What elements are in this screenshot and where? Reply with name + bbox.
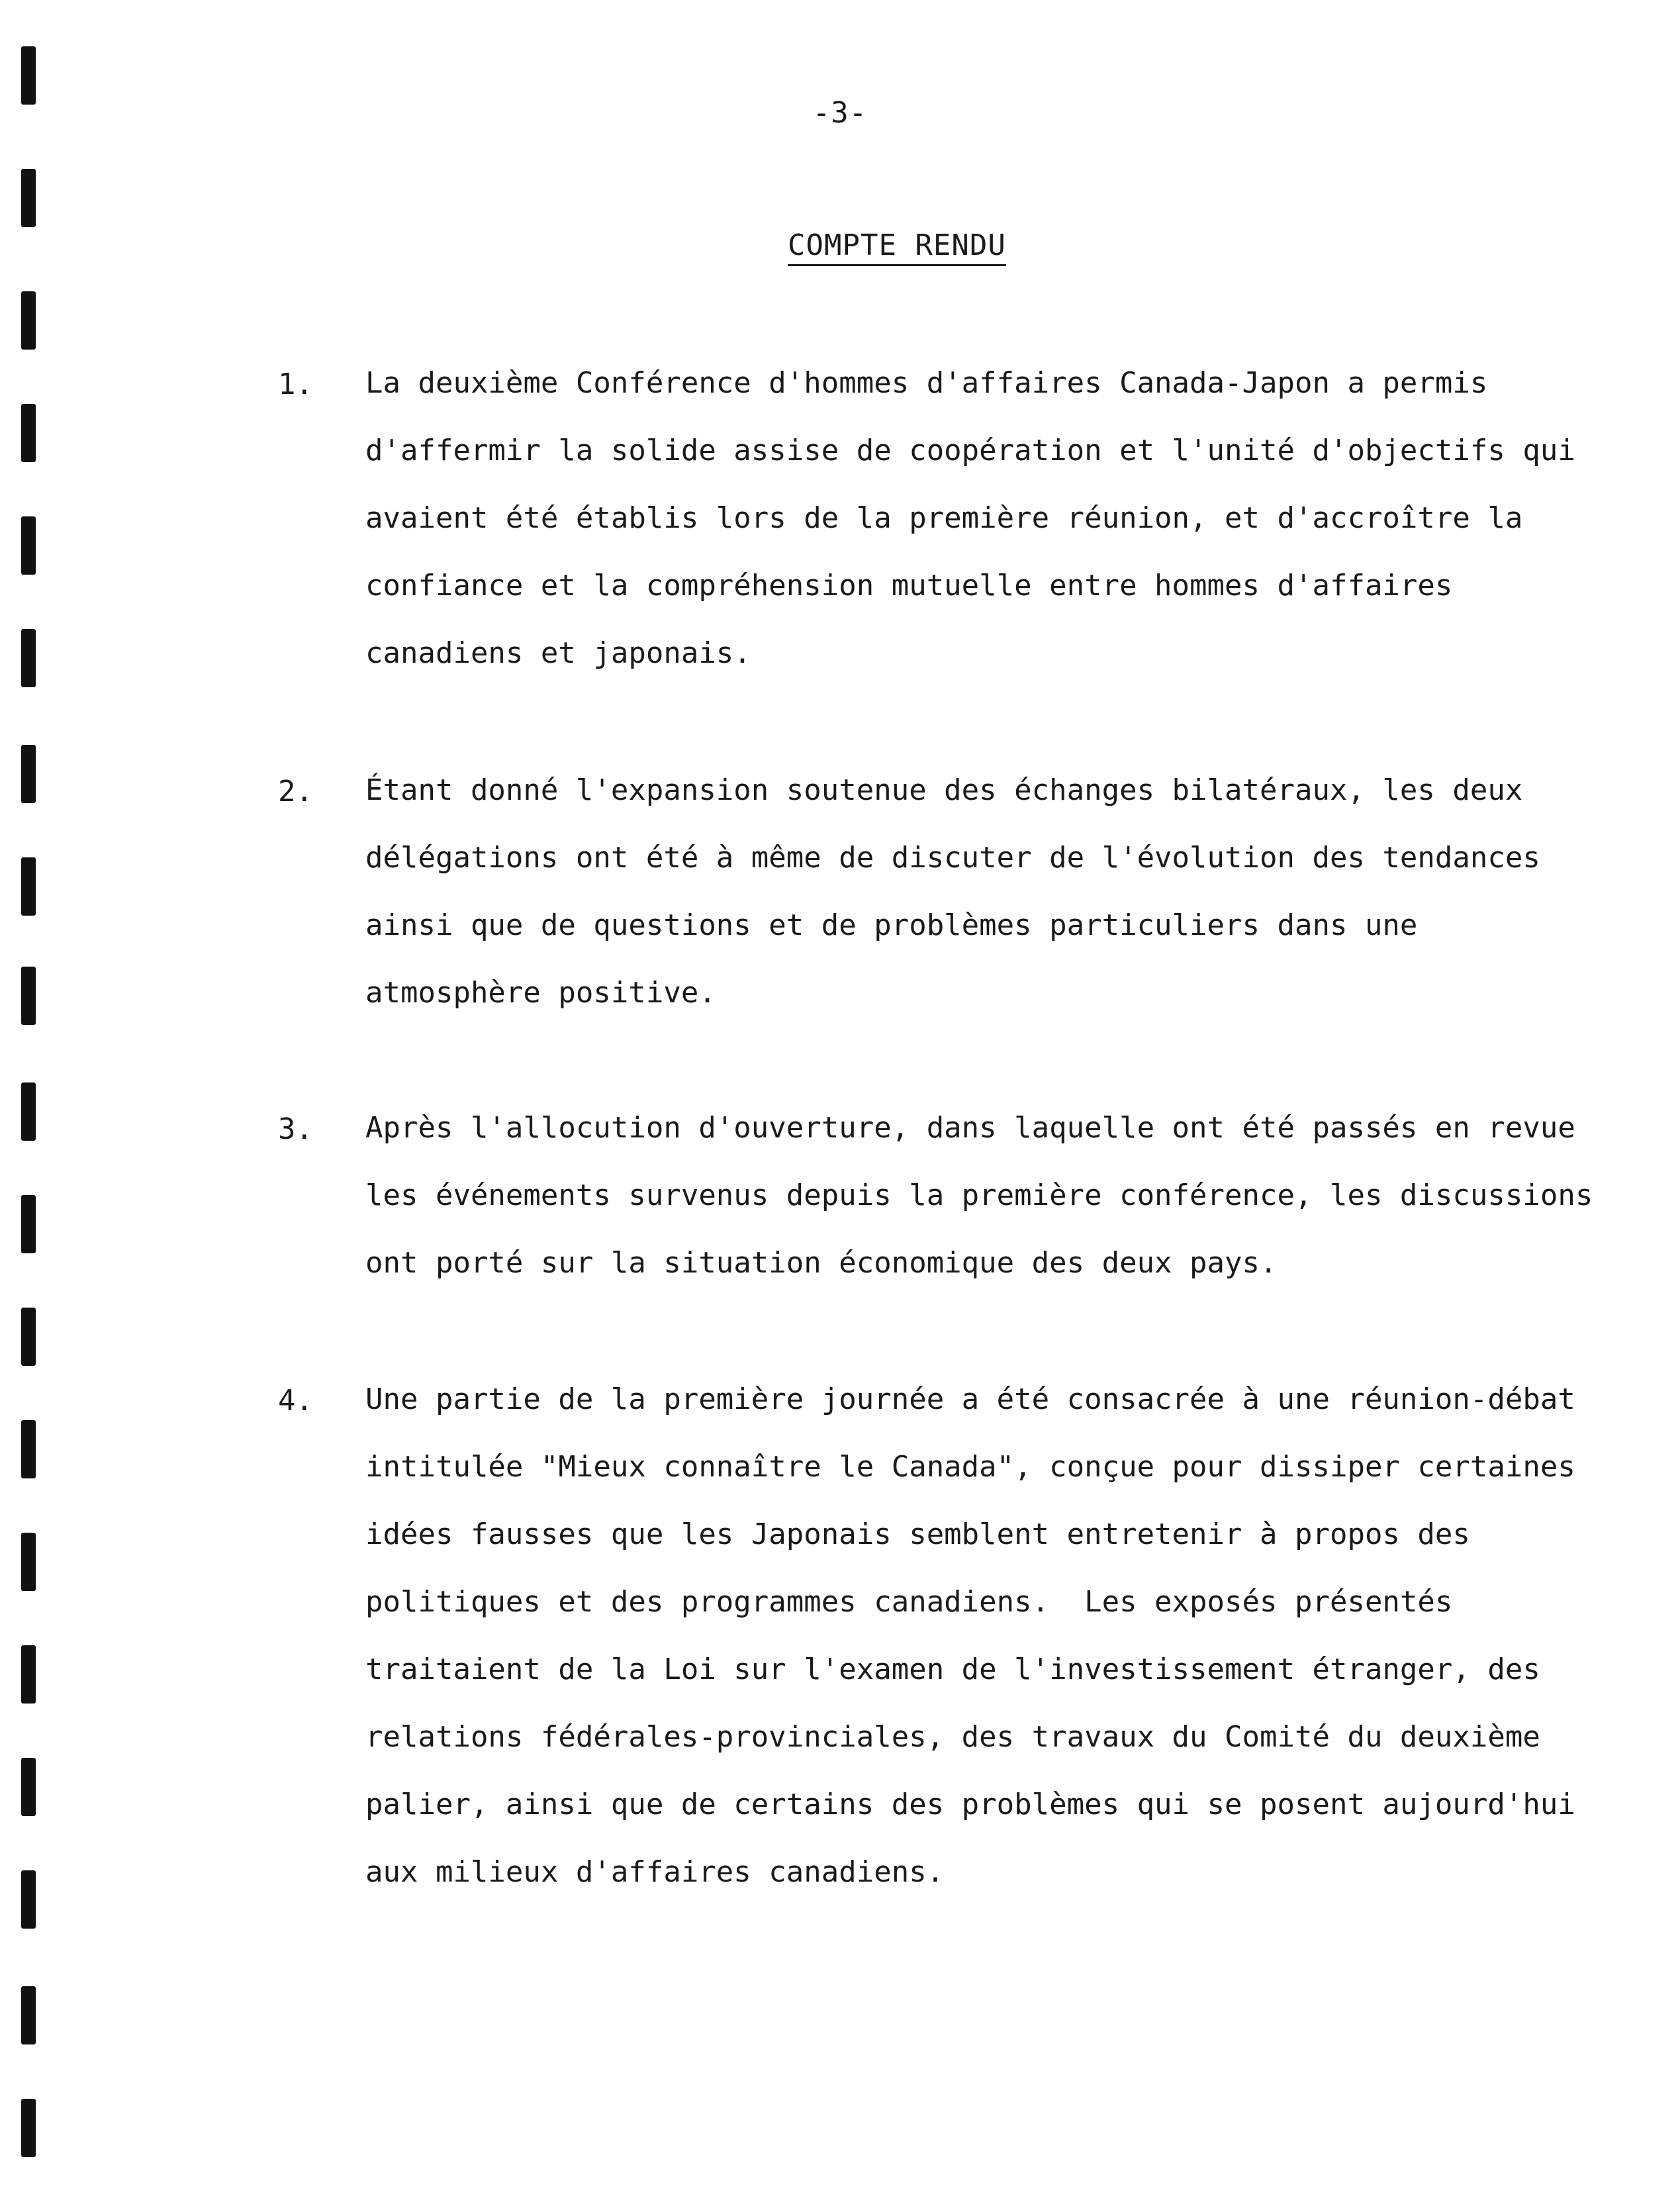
text-line: intitulée "Mieux connaître le Canada", conçue pour dissiper certaines <box>365 1450 1575 1484</box>
paragraph-number: 4. <box>278 1384 313 1417</box>
binder-mark <box>21 1986 36 2044</box>
binder-mark <box>21 1082 36 1141</box>
binder-mark <box>21 745 36 803</box>
binder-mark <box>21 629 36 687</box>
binder-mark <box>21 857 36 916</box>
text-line: ont porté sur la situation économique des deux pays. <box>365 1246 1278 1280</box>
binder-mark <box>21 291 36 350</box>
paragraph-text <box>365 1111 1593 1315</box>
binder-mark <box>21 404 36 462</box>
binder-mark <box>21 1420 36 1478</box>
binder-mark <box>21 169 36 227</box>
text-line: traitaient de la Loi sur l'examen de l'investissement étranger, des <box>365 1653 1540 1686</box>
paragraph-number: 3. <box>278 1112 313 1146</box>
paragraph-text <box>365 367 1577 705</box>
text-line: palier, ainsi que de certains des problèmes qui se posent aujourd'hui <box>365 1788 1575 1821</box>
text-line: ainsi que de questions et de problèmes particuliers dans une <box>365 908 1418 942</box>
text-line: La deuxième Conférence d'hommes d'affaires Canada-Japon a permis <box>365 366 1488 400</box>
text-line: confiance et la compréhension mutuelle entre hommes d'affaires <box>365 569 1453 602</box>
text-line: aux milieux d'affaires canadiens. <box>365 1855 945 1889</box>
text-line: politiques et des programmes canadiens. Les exposés présentés <box>365 1585 1453 1619</box>
text-line: Après l'allocution d'ouverture, dans laquelle ont été passés en revue <box>365 1111 1575 1145</box>
text-line: relations fédérales-provinciales, des travaux du Comité du deuxième <box>365 1720 1540 1754</box>
page-number: -3- <box>812 96 868 130</box>
text-line: Étant donné l'expansion soutenue des échanges bilatéraux, les deux <box>365 773 1523 807</box>
binder-mark <box>21 1758 36 1816</box>
text-line: délégations ont été à même de discuter de l'évolution des tendances <box>365 841 1540 875</box>
binder-mark <box>21 1533 36 1591</box>
text-line: atmosphère positive. <box>365 976 716 1010</box>
page-title: COMPTE RENDU <box>788 228 1006 262</box>
paragraph-text <box>365 1384 1577 1924</box>
text-line: idées fausses que les Japonais semblent entretenir à propos des <box>365 1517 1470 1551</box>
paragraph-number: 2. <box>278 775 313 808</box>
binder-mark <box>21 1308 36 1366</box>
text-line: d'affermir la solide assise de coopération et l'unité d'objectifs qui <box>365 434 1575 467</box>
binder-mark <box>21 2099 36 2157</box>
binder-mark <box>21 1195 36 1253</box>
binder-mark <box>21 1645 36 1704</box>
binder-mark <box>21 967 36 1025</box>
text-line: les événements survenus depuis la première conférence, les discussions <box>365 1178 1593 1212</box>
binder-mark <box>21 1870 36 1929</box>
text-line: Une partie de la première journée a été consacrée à une réunion-débat <box>365 1382 1575 1416</box>
binder-mark <box>21 516 36 575</box>
paragraph-text <box>365 775 1577 1045</box>
paragraph-number: 1. <box>278 367 313 401</box>
text-line: avaient été établis lors de la première réunion, et d'accroître la <box>365 501 1523 535</box>
text-line: canadiens et japonais. <box>365 636 751 670</box>
